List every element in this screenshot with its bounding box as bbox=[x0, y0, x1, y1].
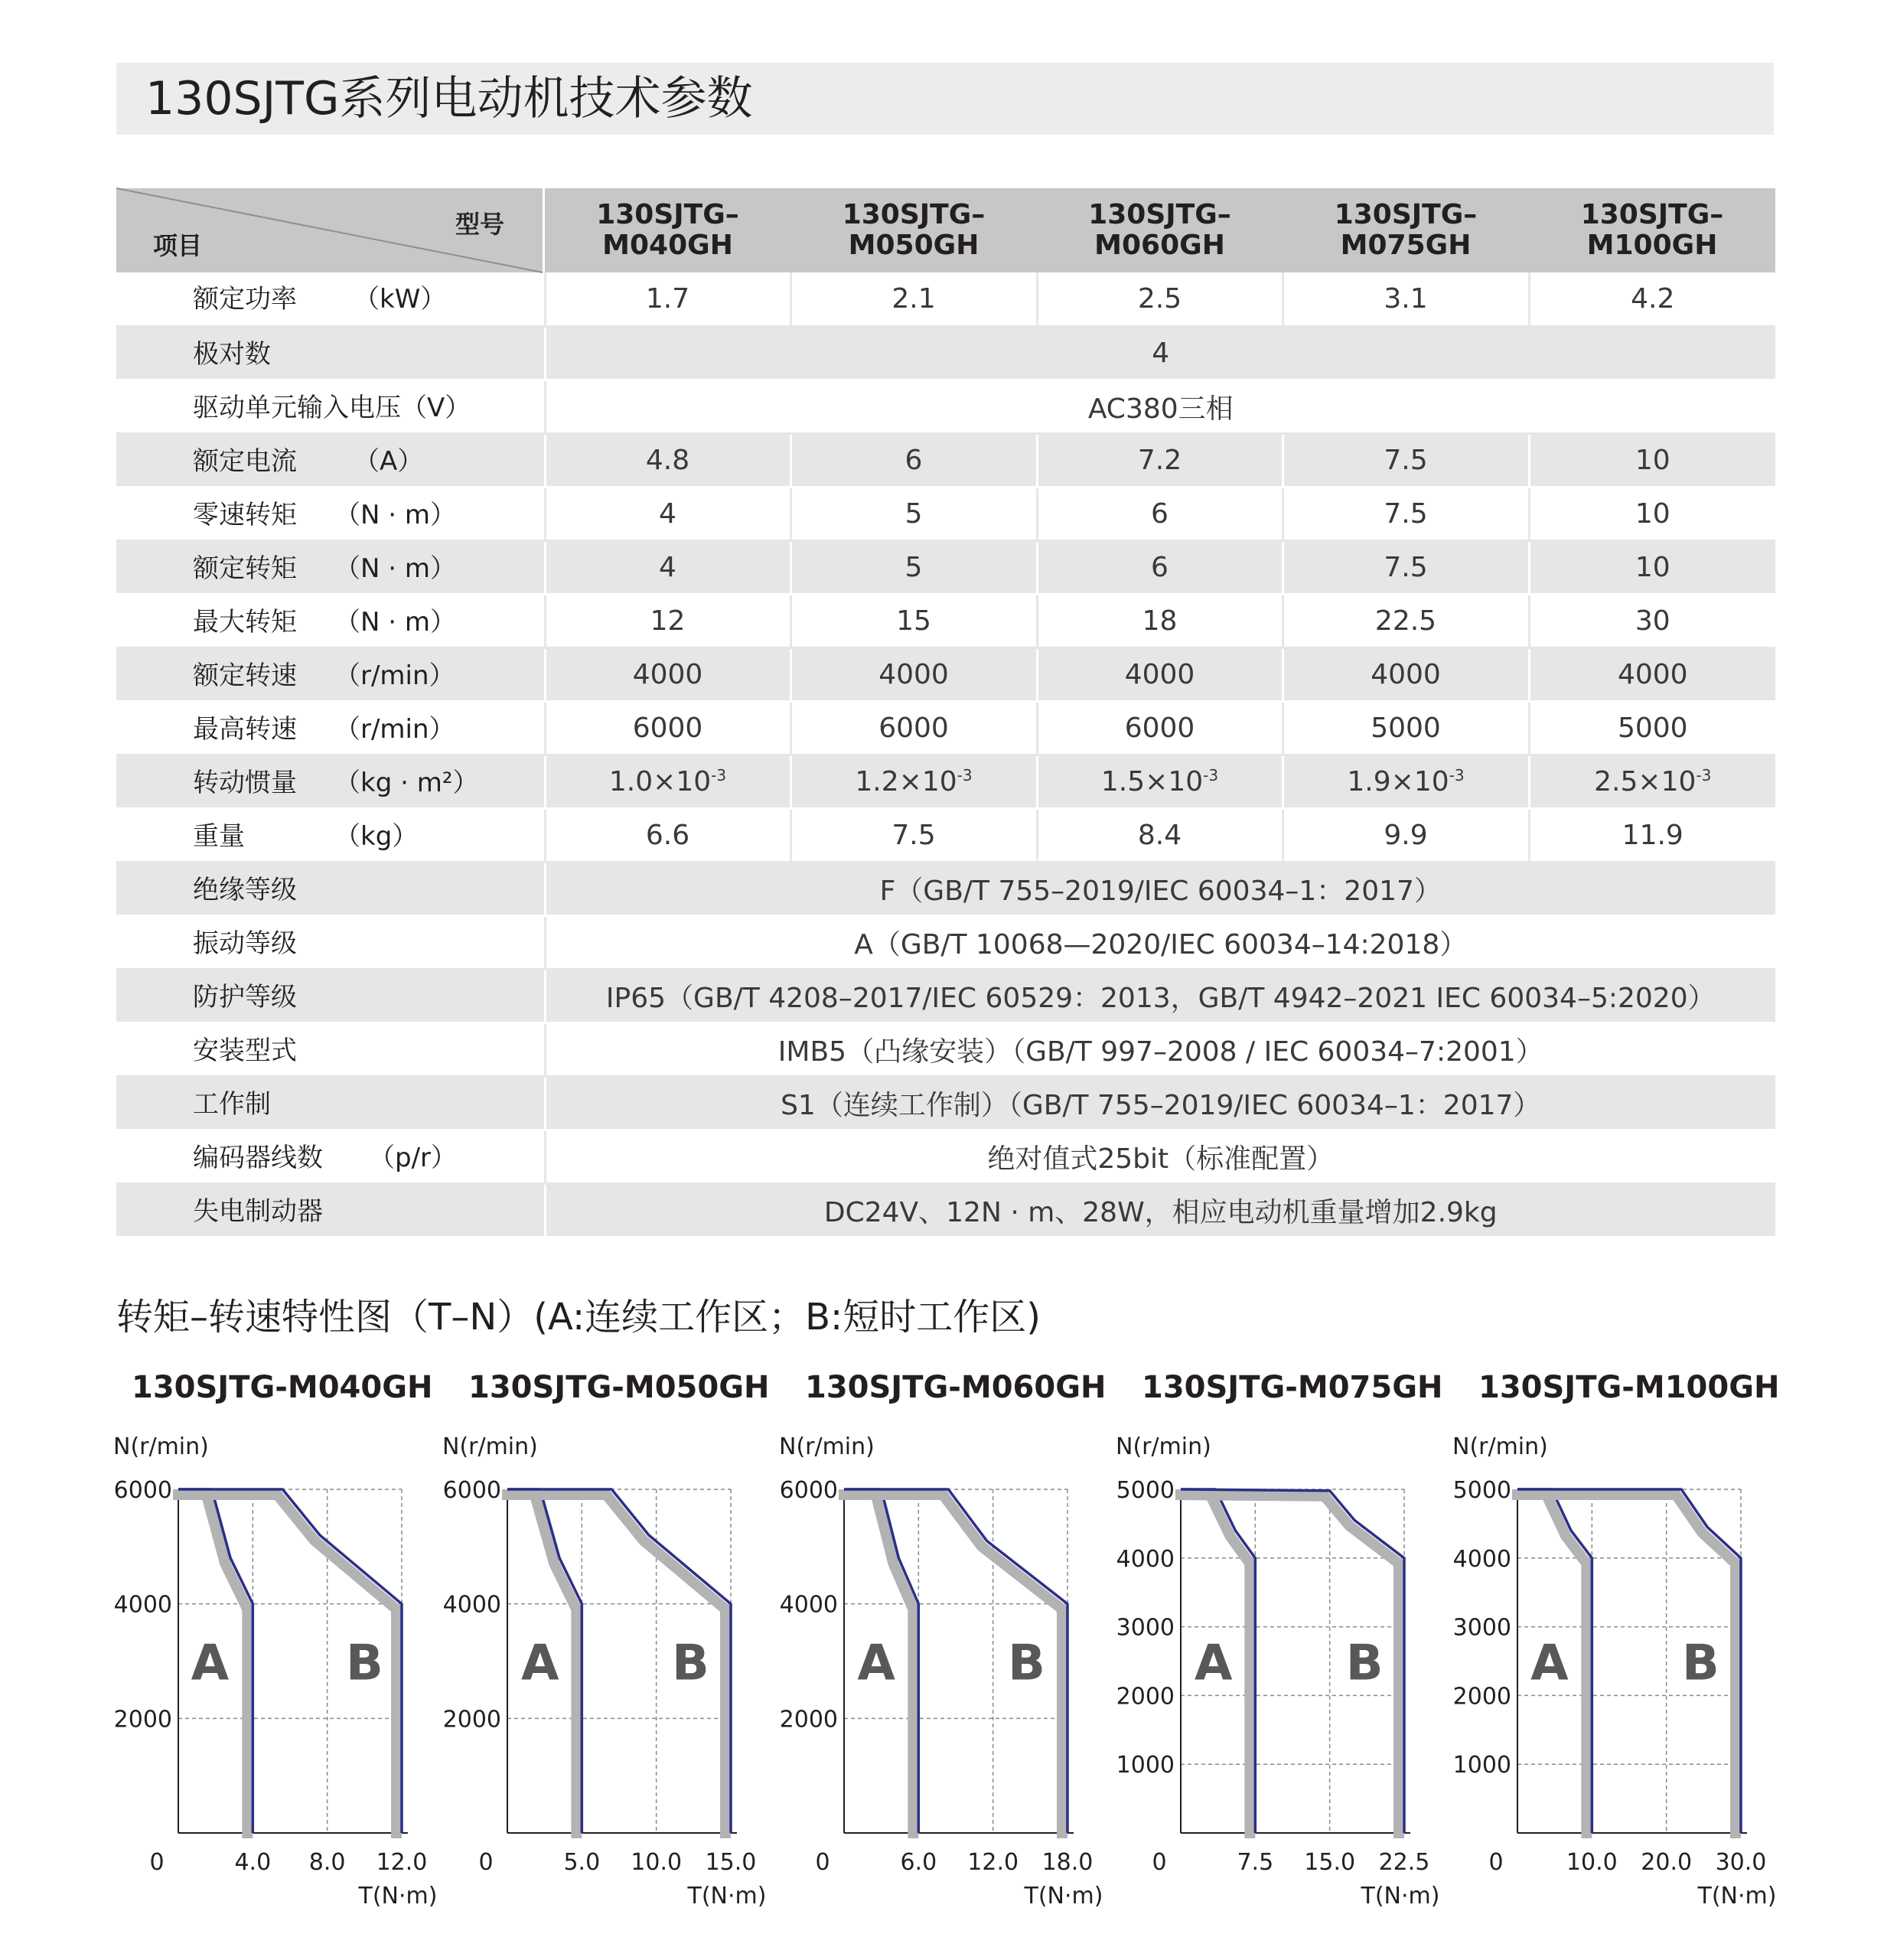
x-tick-label: 6.0 bbox=[900, 1849, 937, 1876]
x-tick-label: 18.0 bbox=[1041, 1849, 1094, 1876]
y-tick-label: 5000 bbox=[1452, 1477, 1511, 1504]
row-label: 重量 bbox=[193, 820, 245, 852]
table-row bbox=[116, 1076, 1775, 1130]
row-value: 6 bbox=[790, 433, 1037, 487]
x-tick-label: 7.5 bbox=[1237, 1849, 1274, 1876]
table-row bbox=[116, 326, 1775, 380]
row-label: 零速转矩 bbox=[193, 499, 297, 530]
y-tick-label: 3000 bbox=[1452, 1614, 1511, 1642]
row-label: 绝缘等级 bbox=[193, 874, 297, 905]
y-tick-label: 2000 bbox=[113, 1706, 172, 1733]
row-value: 5 bbox=[790, 487, 1037, 540]
model-header bbox=[545, 188, 790, 272]
row-label: 工作制 bbox=[193, 1088, 271, 1120]
inertia-exponent: -3 bbox=[1696, 765, 1712, 784]
table-row bbox=[116, 487, 1775, 540]
row-label-cell bbox=[116, 1076, 545, 1130]
row-value-merged: IMB5（凸缘安装）（GB/T 997–2008 / IEC 60034–7:2001） bbox=[545, 1022, 1775, 1076]
tn-chart bbox=[773, 1431, 1103, 1909]
x-axis-label: T(N·m) bbox=[1024, 1883, 1103, 1909]
page-title: 130SJTG系列电动机技术参数 bbox=[145, 72, 753, 126]
chart-title: 130SJTG-M050GH bbox=[468, 1370, 770, 1405]
row-value-merged: F（GB/T 755–2019/IEC 60034–1：2017） bbox=[545, 862, 1775, 915]
table-corner-cell bbox=[116, 188, 545, 272]
model-header-line2: M040GH bbox=[602, 230, 733, 261]
origin-label: 0 bbox=[1488, 1849, 1504, 1876]
row-value bbox=[1283, 755, 1529, 808]
table-row bbox=[116, 1183, 1775, 1237]
origin-label: 0 bbox=[815, 1849, 830, 1876]
row-unit: （N · m） bbox=[334, 606, 456, 638]
row-value: 10 bbox=[1529, 540, 1775, 594]
title-bar bbox=[116, 63, 1774, 135]
row-unit: （r/min） bbox=[334, 660, 455, 691]
model-header bbox=[1529, 188, 1775, 272]
x-tick-label: 8.0 bbox=[308, 1849, 346, 1876]
x-tick-label: 12.0 bbox=[376, 1849, 428, 1876]
row-label: 额定功率 bbox=[193, 284, 297, 315]
row-value: 4 bbox=[545, 487, 790, 540]
row-value-merged: 4 bbox=[545, 326, 1775, 380]
row-value: 4000 bbox=[545, 647, 790, 701]
inertia-base: ×10 bbox=[898, 765, 957, 797]
x-tick-label: 5.0 bbox=[563, 1849, 601, 1876]
chart-title: 130SJTG-M060GH bbox=[805, 1370, 1107, 1405]
origin-label: 0 bbox=[1152, 1849, 1167, 1876]
row-value: 10 bbox=[1529, 487, 1775, 540]
row-label-cell bbox=[116, 1130, 545, 1183]
model-header-line2: M075GH bbox=[1340, 230, 1472, 261]
x-axis-label: T(N·m) bbox=[687, 1883, 767, 1909]
row-label-cell bbox=[116, 755, 545, 808]
model-header-line1: 130SJTG– bbox=[596, 199, 739, 230]
y-tick-label: 6000 bbox=[113, 1477, 172, 1504]
row-label-cell bbox=[116, 862, 545, 915]
x-tick-label: 15.0 bbox=[1304, 1849, 1356, 1876]
row-value: 6 bbox=[1037, 487, 1283, 540]
y-tick-label: 4000 bbox=[113, 1591, 172, 1619]
chart-title: 130SJTG-M075GH bbox=[1142, 1370, 1443, 1405]
row-label: 防护等级 bbox=[193, 981, 297, 1013]
row-value: 4.2 bbox=[1529, 272, 1775, 326]
x-tick-label: 4.0 bbox=[234, 1849, 272, 1876]
row-label-cell bbox=[116, 808, 545, 862]
row-value: 4 bbox=[545, 540, 790, 594]
row-value: 6000 bbox=[545, 701, 790, 755]
x-tick-label: 10.0 bbox=[1566, 1849, 1618, 1876]
corner-item-label: 项目 bbox=[153, 231, 203, 260]
model-header bbox=[790, 188, 1037, 272]
y-tick-label: 3000 bbox=[1116, 1614, 1175, 1642]
x-tick-label: 15.0 bbox=[705, 1849, 757, 1876]
tn-chart bbox=[1110, 1431, 1440, 1909]
row-label: 极对数 bbox=[193, 338, 271, 370]
inertia-base: ×10 bbox=[1145, 765, 1204, 797]
region-label-a: A bbox=[191, 1635, 230, 1692]
model-header-line2: M050GH bbox=[848, 230, 979, 261]
row-label-cell bbox=[116, 487, 545, 540]
row-value: 22.5 bbox=[1283, 594, 1529, 647]
x-tick-label: 22.5 bbox=[1378, 1849, 1430, 1876]
y-axis-label: N(r/min) bbox=[1116, 1433, 1211, 1460]
row-value: 9.9 bbox=[1283, 808, 1529, 862]
row-label-cell bbox=[116, 326, 545, 380]
table-row bbox=[116, 808, 1775, 862]
row-unit: （kW） bbox=[354, 284, 447, 315]
y-tick-label: 5000 bbox=[1116, 1477, 1175, 1504]
row-value: 6 bbox=[1037, 540, 1283, 594]
row-value: 7.2 bbox=[1037, 433, 1283, 487]
model-header-line1: 130SJTG– bbox=[1334, 199, 1478, 230]
table-row bbox=[116, 594, 1775, 647]
table-row bbox=[116, 380, 1775, 433]
row-value: 4000 bbox=[1037, 647, 1283, 701]
row-value: 4000 bbox=[1529, 647, 1775, 701]
row-value: 7.5 bbox=[1283, 540, 1529, 594]
tn-chart bbox=[107, 1431, 438, 1909]
row-label: 最高转速 bbox=[193, 713, 297, 745]
row-value: 3.1 bbox=[1283, 272, 1529, 326]
row-label-cell bbox=[116, 272, 545, 326]
row-label-cell bbox=[116, 594, 545, 647]
model-header bbox=[1037, 188, 1283, 272]
row-label: 额定转速 bbox=[193, 660, 297, 691]
row-value bbox=[790, 755, 1037, 808]
y-tick-label: 2000 bbox=[442, 1706, 501, 1733]
row-value: 7.5 bbox=[790, 808, 1037, 862]
row-unit: （kg） bbox=[334, 820, 419, 852]
row-unit: （r/min） bbox=[334, 713, 455, 745]
y-axis-label: N(r/min) bbox=[442, 1433, 538, 1460]
row-value-merged: IP65（GB/T 4208–2017/IEC 60529：2013，GB/T 4942–2021 IEC 60034–5:2020） bbox=[545, 969, 1775, 1022]
row-label-cell bbox=[116, 433, 545, 487]
y-tick-label: 2000 bbox=[779, 1706, 838, 1733]
y-tick-label: 4000 bbox=[442, 1591, 501, 1619]
row-label: 安装型式 bbox=[193, 1035, 297, 1066]
model-header-line2: M060GH bbox=[1094, 230, 1225, 261]
row-value: 15 bbox=[790, 594, 1037, 647]
row-label: 转动惯量 bbox=[193, 767, 297, 798]
row-value: 11.9 bbox=[1529, 808, 1775, 862]
spec-table bbox=[116, 188, 1775, 1238]
table-header-row bbox=[116, 188, 1775, 272]
corner-model-label: 型号 bbox=[455, 210, 504, 239]
row-value: 30 bbox=[1529, 594, 1775, 647]
x-axis-label: T(N·m) bbox=[358, 1883, 438, 1909]
row-label: 编码器线数 bbox=[193, 1142, 323, 1173]
row-value: 6000 bbox=[1037, 701, 1283, 755]
row-unit: （N · m） bbox=[334, 553, 456, 584]
inertia-exponent: -3 bbox=[957, 765, 973, 784]
row-label-cell bbox=[116, 1183, 545, 1237]
row-value: 4000 bbox=[790, 647, 1037, 701]
origin-label: 0 bbox=[149, 1849, 165, 1876]
y-axis-label: N(r/min) bbox=[779, 1433, 875, 1460]
row-label: 最大转矩 bbox=[193, 606, 297, 638]
y-tick-label: 1000 bbox=[1116, 1752, 1175, 1779]
table-row bbox=[116, 701, 1775, 755]
row-value: 1.7 bbox=[545, 272, 790, 326]
row-value: 6.6 bbox=[545, 808, 790, 862]
row-value: 2.1 bbox=[790, 272, 1037, 326]
table-row bbox=[116, 969, 1775, 1022]
y-axis-label: N(r/min) bbox=[113, 1433, 209, 1460]
row-value: 7.5 bbox=[1283, 433, 1529, 487]
row-label-cell bbox=[116, 540, 545, 594]
charts-heading: 转矩–转速特性图（T–N）(A:连续工作区；B:短时工作区) bbox=[116, 1296, 1041, 1339]
x-axis-label: T(N·m) bbox=[1697, 1883, 1777, 1909]
row-value-merged: 绝对值式25bit（标准配置） bbox=[545, 1130, 1775, 1183]
x-tick-label: 10.0 bbox=[631, 1849, 683, 1876]
region-label-a: A bbox=[521, 1635, 559, 1692]
table-row bbox=[116, 433, 1775, 487]
row-value: 4000 bbox=[1283, 647, 1529, 701]
table-row bbox=[116, 915, 1775, 969]
table-row bbox=[116, 1130, 1775, 1183]
row-unit: （N · m） bbox=[334, 499, 456, 530]
region-label-b: B bbox=[1008, 1635, 1045, 1692]
tn-chart bbox=[1446, 1431, 1777, 1909]
row-value: 5 bbox=[790, 540, 1037, 594]
y-axis-label: N(r/min) bbox=[1452, 1433, 1548, 1460]
model-header-line1: 130SJTG– bbox=[1580, 199, 1724, 230]
row-label-cell bbox=[116, 701, 545, 755]
row-label: 失电制动器 bbox=[193, 1195, 323, 1227]
y-tick-label: 4000 bbox=[1116, 1545, 1175, 1573]
table-row bbox=[116, 272, 1775, 326]
row-label: 额定转矩 bbox=[193, 553, 297, 584]
tn-chart bbox=[436, 1431, 767, 1909]
inertia-mantissa: 1.2 bbox=[855, 765, 899, 797]
inertia-base: ×10 bbox=[653, 765, 712, 797]
y-tick-label: 6000 bbox=[779, 1477, 838, 1504]
row-value: 18 bbox=[1037, 594, 1283, 647]
row-label-cell bbox=[116, 647, 545, 701]
row-label-cell bbox=[116, 380, 545, 433]
row-value: 10 bbox=[1529, 433, 1775, 487]
y-tick-label: 1000 bbox=[1452, 1752, 1511, 1779]
y-tick-label: 2000 bbox=[1452, 1683, 1511, 1711]
table-row bbox=[116, 862, 1775, 915]
row-label: 振动等级 bbox=[193, 928, 297, 959]
row-value-merged: AC380三相 bbox=[545, 380, 1775, 433]
x-tick-label: 20.0 bbox=[1641, 1849, 1693, 1876]
y-tick-label: 2000 bbox=[1116, 1683, 1175, 1711]
model-header bbox=[1283, 188, 1529, 272]
row-unit: （p/r） bbox=[369, 1142, 458, 1173]
region-label-b: B bbox=[1682, 1635, 1719, 1692]
x-axis-label: T(N·m) bbox=[1361, 1883, 1440, 1909]
row-value: 5000 bbox=[1283, 701, 1529, 755]
row-value: 4.8 bbox=[545, 433, 790, 487]
row-value bbox=[1529, 755, 1775, 808]
x-tick-label: 30.0 bbox=[1715, 1849, 1767, 1876]
model-header-line1: 130SJTG– bbox=[842, 199, 986, 230]
row-value: 12 bbox=[545, 594, 790, 647]
region-label-b: B bbox=[345, 1635, 383, 1692]
inertia-base: ×10 bbox=[1390, 765, 1449, 797]
chart-title: 130SJTG-M040GH bbox=[132, 1370, 433, 1405]
row-label: 额定电流 bbox=[193, 445, 297, 477]
model-header-line1: 130SJTG– bbox=[1088, 199, 1231, 230]
origin-label: 0 bbox=[478, 1849, 494, 1876]
inertia-exponent: -3 bbox=[1203, 765, 1219, 784]
chart-title: 130SJTG-M100GH bbox=[1478, 1370, 1780, 1405]
row-value-merged: DC24V、12N · m、28W，相应电动机重量增加2.9kg bbox=[545, 1183, 1775, 1237]
table-row bbox=[116, 540, 1775, 594]
row-value bbox=[1037, 755, 1283, 808]
row-value: 7.5 bbox=[1283, 487, 1529, 540]
table-row bbox=[116, 755, 1775, 808]
row-value-merged: A（GB/T 10068—2020/IEC 60034–14:2018） bbox=[545, 915, 1775, 969]
row-label-cell bbox=[116, 915, 545, 969]
inertia-mantissa: 1.0 bbox=[608, 765, 654, 797]
row-unit: （kg · m²） bbox=[334, 767, 479, 798]
inertia-exponent: -3 bbox=[711, 765, 727, 784]
table-row bbox=[116, 647, 1775, 701]
model-header-line2: M100GH bbox=[1586, 230, 1718, 261]
row-unit: （A） bbox=[354, 445, 424, 477]
row-value: 8.4 bbox=[1037, 808, 1283, 862]
inertia-base: ×10 bbox=[1638, 765, 1697, 797]
y-tick-label: 4000 bbox=[1452, 1545, 1511, 1573]
inertia-exponent: -3 bbox=[1449, 765, 1465, 784]
inertia-mantissa: 1.9 bbox=[1347, 765, 1391, 797]
row-label: 驱动单元输入电压（V） bbox=[193, 392, 471, 423]
inertia-mantissa: 1.5 bbox=[1100, 765, 1146, 797]
y-tick-label: 6000 bbox=[442, 1477, 501, 1504]
x-tick-label: 12.0 bbox=[967, 1849, 1019, 1876]
row-label-cell bbox=[116, 1022, 545, 1076]
row-value bbox=[545, 755, 790, 808]
region-label-a: A bbox=[1195, 1635, 1233, 1692]
row-value-merged: S1（连续工作制）（GB/T 755–2019/IEC 60034–1：2017） bbox=[545, 1076, 1775, 1130]
region-label-a: A bbox=[1530, 1635, 1569, 1692]
row-label-cell bbox=[116, 969, 545, 1022]
region-label-b: B bbox=[672, 1635, 709, 1692]
row-value: 5000 bbox=[1529, 701, 1775, 755]
region-label-b: B bbox=[1345, 1635, 1384, 1692]
region-label-a: A bbox=[857, 1635, 895, 1692]
table-row bbox=[116, 1022, 1775, 1076]
inertia-mantissa: 2.5 bbox=[1594, 765, 1638, 797]
row-value: 6000 bbox=[790, 701, 1037, 755]
y-tick-label: 4000 bbox=[779, 1591, 838, 1619]
row-value: 2.5 bbox=[1037, 272, 1283, 326]
